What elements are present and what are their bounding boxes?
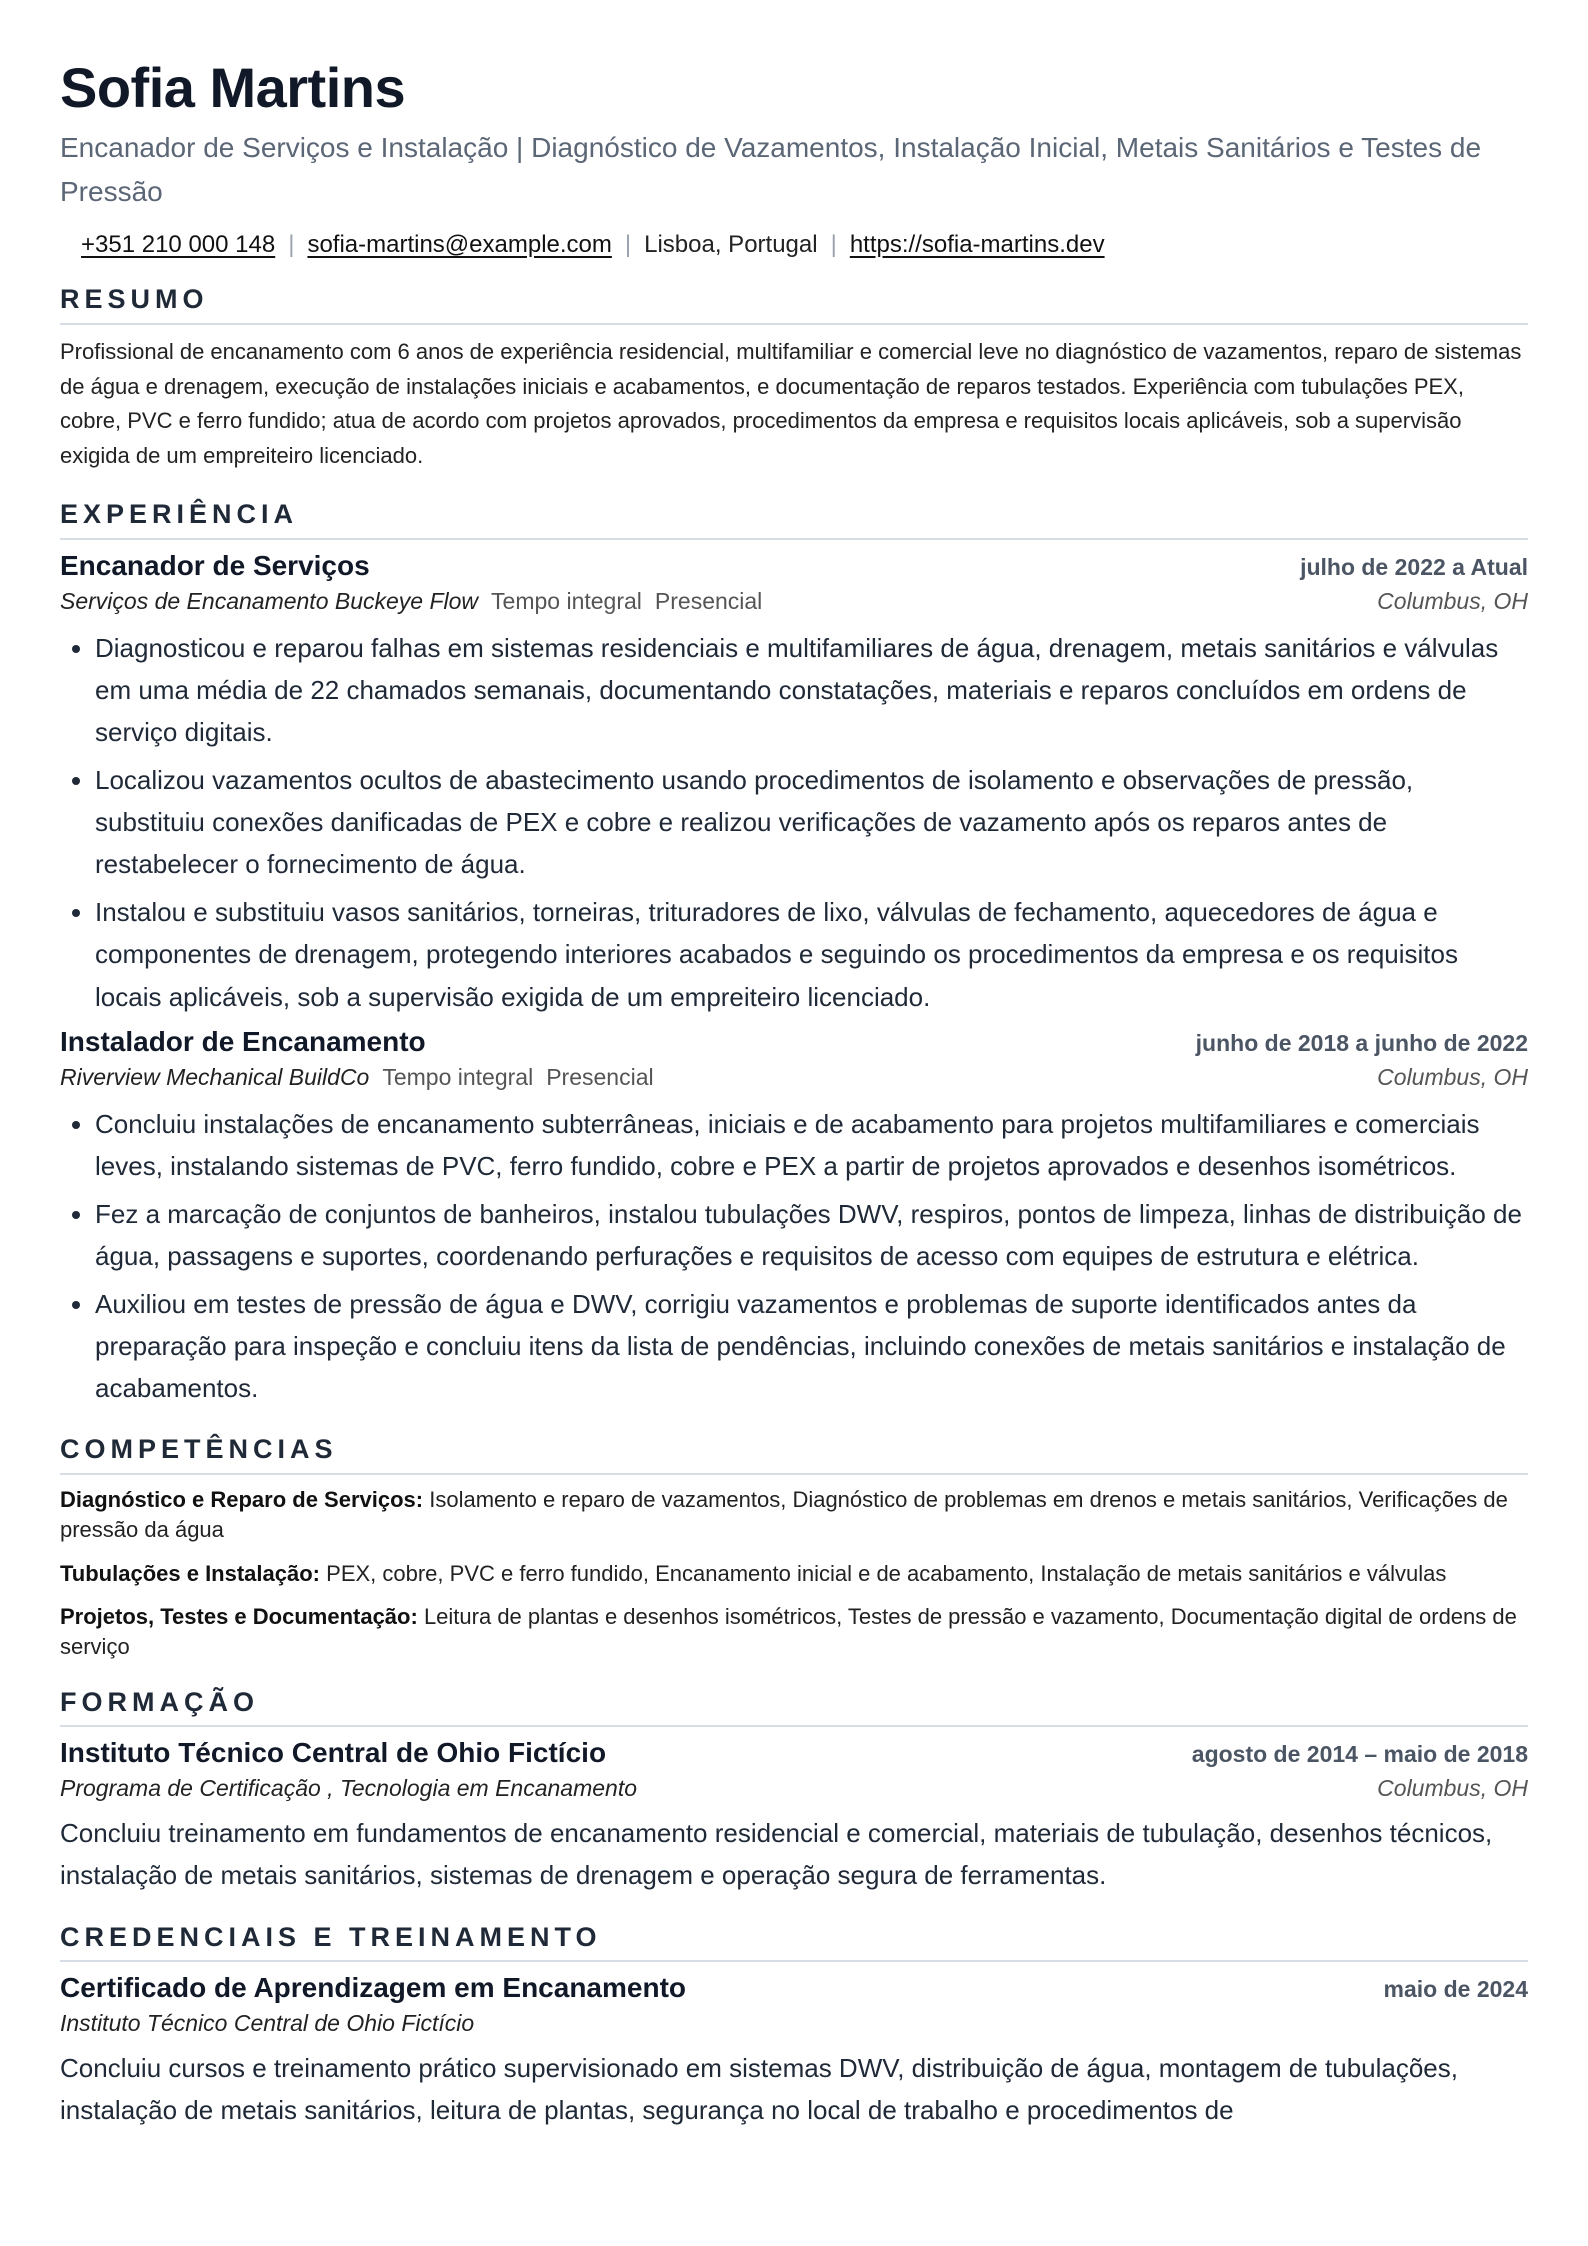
education-description: Concluiu treinamento em fundamentos de encanamento residencial e comercial, materiais de tubulação, desenhos técnicos, instalação de metais sanitários, sistemas de drenagem e operação segura de ferramentas. [60, 1818, 1493, 1891]
job-location: Columbus, OH [1377, 587, 1528, 614]
list-item: • Auxiliou em testes de pressão de água e DWV, corrigiu vazamentos e problemas de suporte identificados antes da preparação para inspeção e concluiu itens da lista de pendências, incluindo conexões de metais sanitários e instalação de acabamentos. [95, 1283, 1528, 1409]
job-company: Riverview Mechanical BuildCo [60, 1063, 370, 1090]
job-title: Instalador de Encanamento [60, 1025, 426, 1057]
candidate-name: Sofia Martins [60, 56, 406, 119]
list-item: • Concluiu instalações de encanamento subterrâneas, iniciais e de acabamento para projetos multifamiliares e comerciais leves, instalando sistemas de PVC, ferro fundido, cobre e PEX a partir de projetos aprovados e desenhos isométricos. [95, 1103, 1528, 1187]
contact-bar [60, 231, 1528, 259]
job-mode: Presencial [546, 1063, 654, 1090]
skill-label: Projetos, Testes e Documentação: [60, 1604, 418, 1630]
skills-section [60, 1433, 1528, 1661]
job-type: Tempo integral [491, 587, 642, 614]
contact-separator: | [288, 231, 295, 259]
section-title-skills: COMPETÊNCIAS [60, 1433, 1528, 1475]
job-location: Columbus, OH [1377, 1063, 1528, 1090]
credential-title: Certificado de Aprendizagem em Encanamento [60, 1972, 686, 2004]
skill-row [60, 1559, 1528, 1589]
job-bullets [60, 1103, 1528, 1410]
skill-row [60, 1485, 1528, 1544]
job-type: Tempo integral [382, 1063, 534, 1090]
website-link[interactable]: https://sofia-martins.dev [849, 231, 1105, 259]
contact-separator: | [624, 231, 632, 259]
section-title-summary: RESUMO [60, 283, 1528, 325]
education-section [60, 1686, 1528, 1897]
skill-row [60, 1602, 1528, 1661]
job-mode: Presencial [654, 587, 763, 614]
section-title-education: FORMAÇÃO [60, 1686, 1528, 1728]
credential-issuer: Instituto Técnico Central de Ohio Fictício [60, 2010, 475, 2037]
education-entry [60, 1737, 1528, 1896]
skill-label: Tubulações e Instalação: [60, 1560, 321, 1586]
school-name: Instituto Técnico Central de Ohio Fictício [60, 1737, 607, 1769]
education-program: Programa de Certificação , Tecnologia em Encanamento [60, 1775, 638, 1802]
skill-label: Diagnóstico e Reparo de Serviços: [60, 1487, 424, 1513]
summary-text: Profissional de encanamento com 6 anos de experiência residencial, multifamiliar e comercial leve no diagnóstico de vazamentos, reparo de sistemas de água e drenagem, execução de instalações iniciais e acabamentos, e documentação de reparos testados. Experiência com tubulações PEX, cobre, PVC e ferro fundido; atua de acordo com projetos aprovados, procedimentos da empresa e requisitos locais aplicáveis, sob a supervisão exigida de um empreiteiro licenciado. [60, 338, 1522, 469]
summary-section [60, 283, 1528, 474]
credential-date: maio de 2024 [1383, 1976, 1528, 2003]
list-item: • Diagnosticou e reparou falhas em sistemas residenciais e multifamiliares de água, drenagem, metais sanitários e válvulas em uma média de 22 chamados semanais, documentando constatações, materiais e reparos concluídos em ordens de serviço digitais. [95, 627, 1528, 753]
candidate-headline: Encanador de Serviços e Instalação | Diagnóstico de Vazamentos, Instalação Inicial, Metais Sanitários e Testes de Pressão [60, 132, 1482, 207]
education-date: agosto de 2014 – maio de 2018 [1191, 1741, 1528, 1768]
phone-link[interactable]: +351 210 000 148 [81, 231, 276, 259]
section-title-credentials: CREDENCIAIS E TREINAMENTO [60, 1921, 1528, 1963]
experience-entry [60, 550, 1528, 1018]
location-text: Lisboa, Portugal [644, 231, 818, 259]
education-location: Columbus, OH [1377, 1775, 1528, 1802]
job-bullets [60, 627, 1528, 1018]
section-title-experience: EXPERIÊNCIA [60, 498, 1528, 540]
credential-entry [60, 1972, 1528, 2131]
job-title: Encanador de Serviços [60, 549, 370, 581]
credential-description: Concluiu cursos e treinamento prático supervisionado em sistemas DWV, distribuição de água, montagem de tubulações, instalação de metais sanitários, leitura de plantas, segurança no local de trabalho e procedimentos de [60, 2053, 1458, 2126]
job-company: Serviços de Encanamento Buckeye Flow [60, 587, 479, 614]
list-item: • Localizou vazamentos ocultos de abastecimento usando procedimentos de isolamento e observações de pressão, substituiu conexões danificadas de PEX e cobre e realizou verificações de vazamento após os reparos antes de restabelecer o fornecimento de água. [95, 759, 1528, 885]
job-date: julho de 2022 a Atual [1300, 553, 1528, 580]
contact-separator: | [830, 231, 837, 259]
experience-entry [60, 1026, 1528, 1410]
skill-text: PEX, cobre, PVC e ferro fundido, Encanamento inicial e de acabamento, Instalação de metais sanitários e válvulas [326, 1560, 1447, 1586]
skill-text: Leitura de plantas e desenhos isométricos, Testes de pressão e vazamento, Documentação digital de ordens de serviço [60, 1604, 1517, 1659]
list-item: • Instalou e substituiu vasos sanitários, torneiras, trituradores de lixo, válvulas de fechamento, aquecedores de água e componentes de drenagem, protegendo interiores acabados e seguindo os procedimentos da empresa e os requisitos locais aplicáveis, sob a supervisão exigida de um empreiteiro licenciado. [95, 891, 1528, 1017]
list-item: • Fez a marcação de conjuntos de banheiros, instalou tubulações DWV, respiros, pontos de limpeza, linhas de distribuição de água, passagens e suportes, coordenando perfurações e requisitos de acesso com equipes de estrutura e elétrica. [95, 1193, 1528, 1277]
experience-section [60, 498, 1528, 1410]
skill-text: Isolamento e reparo de vazamentos, Diagnóstico de problemas em drenos e metais sanitários, Verificações de pressão da água [60, 1487, 1508, 1542]
job-date: junho de 2018 a junho de 2022 [1195, 1029, 1528, 1056]
email-link[interactable]: sofia-martins@example.com [307, 231, 612, 259]
credentials-section [60, 1921, 1528, 2132]
